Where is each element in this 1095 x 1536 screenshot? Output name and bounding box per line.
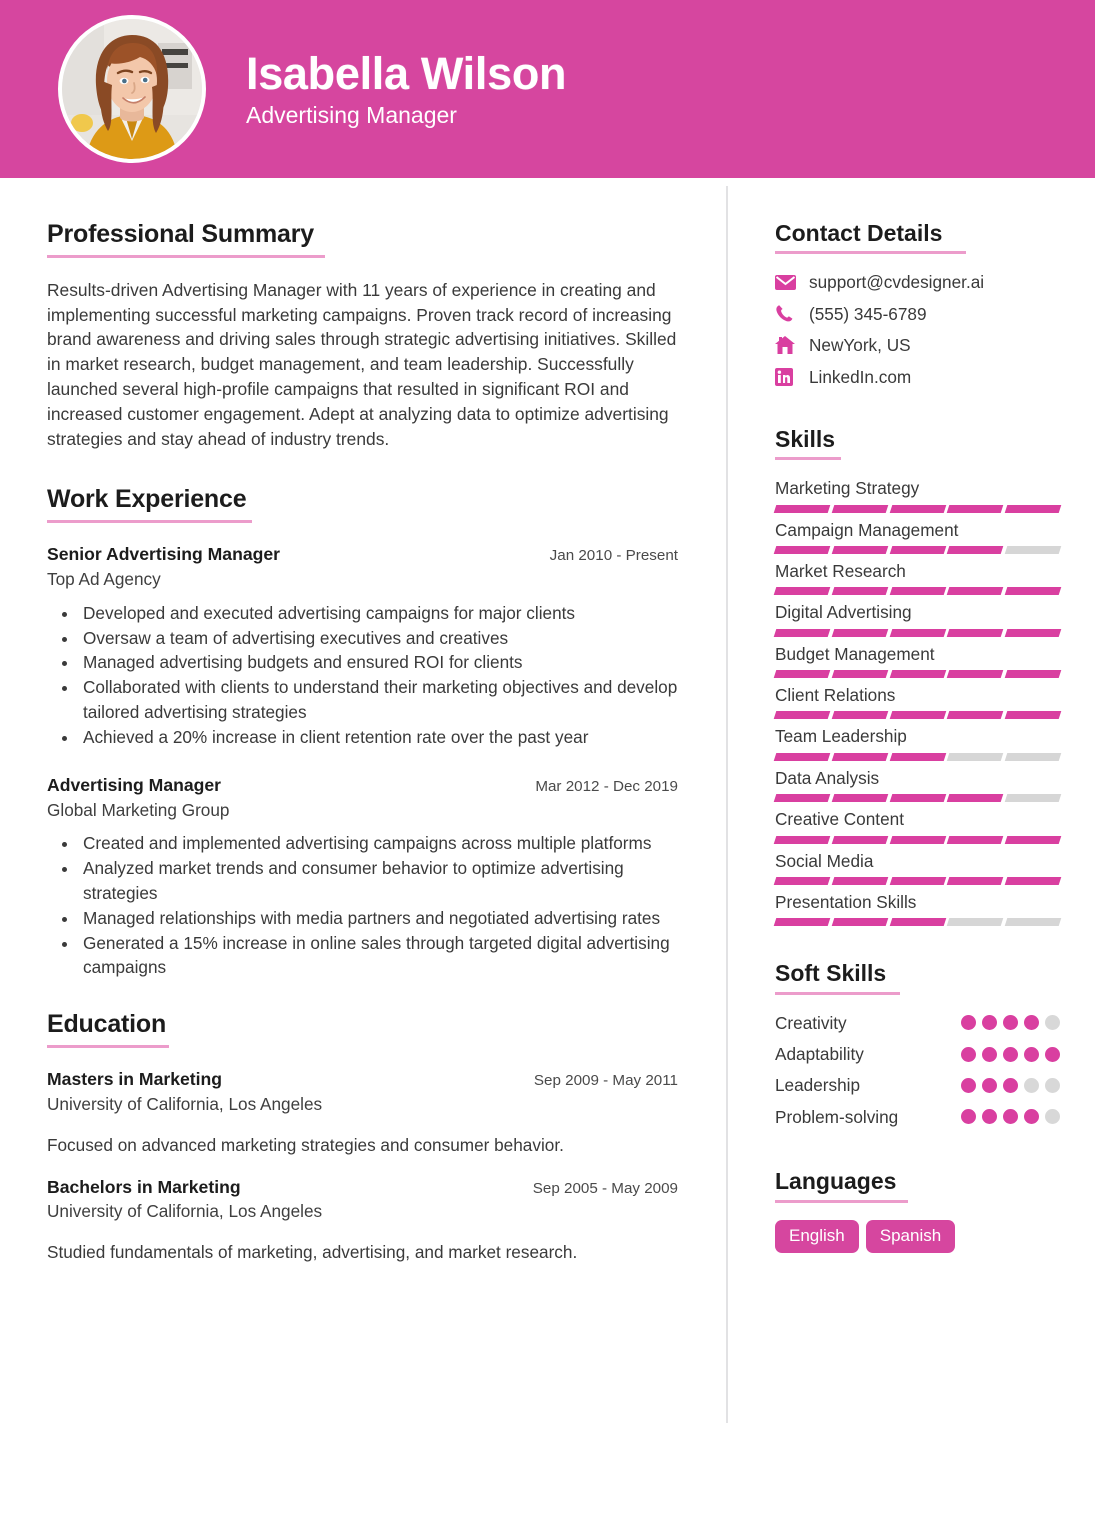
envelope-icon <box>775 273 797 292</box>
skill-level-segment <box>831 877 887 885</box>
soft-skill-rating-dots <box>961 1047 1060 1062</box>
skill-level-segment <box>1005 711 1061 719</box>
skill-level-bar <box>775 794 1060 802</box>
skill-item <box>775 891 1060 926</box>
skill-level-bar <box>775 877 1060 885</box>
skill-level-segment <box>889 877 945 885</box>
skill-level-segment <box>947 753 1003 761</box>
section-professional-summary <box>47 220 678 451</box>
section-heading-education: Education <box>47 1010 167 1039</box>
skill-level-bar <box>775 836 1060 844</box>
heading-underline <box>47 255 325 258</box>
education-entry-degree: Bachelors in Marketing <box>47 1176 241 1197</box>
resume-body <box>0 178 1095 1283</box>
header-text <box>246 47 567 129</box>
skill-level-segment <box>947 670 1003 678</box>
skill-level-segment <box>831 753 887 761</box>
heading-underline <box>775 457 841 460</box>
skill-level-segment <box>774 587 830 595</box>
contact-value: support@cvdesigner.ai <box>809 272 985 293</box>
skill-level-segment <box>774 918 830 926</box>
soft-skill-label: Creativity <box>775 1012 847 1033</box>
contact-value: NewYork, US <box>809 335 911 356</box>
skill-level-segment <box>947 505 1003 513</box>
list-item: • Oversaw a team of advertising executives and creatives <box>79 626 678 651</box>
contact-row[interactable] <box>775 303 1060 325</box>
skill-level-segment <box>947 794 1003 802</box>
list-item: • Achieved a 20% increase in client retention rate over the past year <box>79 725 678 750</box>
rating-dot <box>1003 1109 1018 1124</box>
soft-skill-row <box>775 1074 1060 1096</box>
work-entry-title: Advertising Manager <box>47 774 222 795</box>
rating-dot <box>1045 1015 1060 1030</box>
list-item: • Managed relationships with media partners and negotiated advertising rates <box>79 906 678 931</box>
education-entry-header <box>47 1176 678 1199</box>
skill-level-segment <box>1005 629 1061 637</box>
skill-label: Digital Advertising <box>775 602 912 623</box>
skill-level-segment <box>831 918 887 926</box>
language-tag-list <box>775 1220 1060 1254</box>
list-item: • Created and implemented advertising campaigns across multiple platforms <box>79 831 678 856</box>
soft-skill-rating-dots <box>961 1078 1060 1093</box>
skill-item <box>775 477 1060 512</box>
work-entry-title: Senior Advertising Manager <box>47 544 281 565</box>
skill-level-segment <box>889 794 945 802</box>
summary-text: Results-driven Advertising Manager with 11 years of experience in creating and implementing successful marketing campaigns. Proven track record of increasing brand awareness and driving sales through strategic advertising initiatives. Skilled in market research, budget management, and team leadership. Successfully launched several high-profile campaigns that resulted in significant ROI and increased customer engagement. Adept at analyzing data to optimize advertising strategies and stay ahead of industry trends. <box>47 279 677 449</box>
heading-underline <box>775 992 900 995</box>
rating-dot <box>1024 1078 1039 1093</box>
contact-row[interactable] <box>775 271 1060 293</box>
skill-level-segment <box>1005 877 1061 885</box>
rating-dot <box>982 1109 997 1124</box>
skill-item <box>775 519 1060 554</box>
list-item: • Generated a 15% increase in online sales through targeted digital advertising campaigns <box>79 931 678 981</box>
rating-dot <box>982 1015 997 1030</box>
rating-dot <box>1024 1109 1039 1124</box>
skill-level-segment <box>1005 670 1061 678</box>
job-title-subtitle: Advertising Manager <box>246 101 457 128</box>
skill-level-segment <box>889 711 945 719</box>
skill-level-bar <box>775 918 1060 926</box>
work-entry-dates: Mar 2012 - Dec 2019 <box>535 777 678 795</box>
soft-skill-row <box>775 1012 1060 1034</box>
list-item: • Collaborated with clients to understand their marketing objectives and develop tailored advertising strategies <box>79 675 678 725</box>
soft-skills-list <box>775 1012 1060 1128</box>
skill-label: Team Leadership <box>775 726 907 747</box>
skill-label: Campaign Management <box>775 519 959 540</box>
education-entry-description: Focused on advanced marketing strategies and consumer behavior. <box>47 1134 564 1155</box>
skill-level-segment <box>831 587 887 595</box>
education-entries-list <box>47 1068 678 1265</box>
language-tag: English <box>775 1220 859 1254</box>
skill-level-bar <box>775 587 1060 595</box>
education-entry-dates: Sep 2009 - May 2011 <box>533 1071 678 1089</box>
skill-label: Presentation Skills <box>775 891 917 912</box>
work-entry-bullets <box>47 831 678 980</box>
soft-skill-row <box>775 1043 1060 1065</box>
skill-item <box>775 808 1060 843</box>
skill-level-segment <box>889 546 945 554</box>
resume-header <box>0 0 1095 178</box>
home-icon <box>775 336 797 355</box>
skill-level-segment <box>947 546 1003 554</box>
rating-dot <box>961 1109 976 1124</box>
skill-level-segment <box>947 711 1003 719</box>
skill-label: Social Media <box>775 850 874 871</box>
soft-skill-rating-dots <box>961 1015 1060 1030</box>
skill-level-segment <box>889 505 945 513</box>
work-entry <box>47 774 678 981</box>
rating-dot <box>961 1078 976 1093</box>
education-entry-school: University of California, Los Angeles <box>47 1201 323 1222</box>
skill-item <box>775 684 1060 719</box>
soft-skill-row <box>775 1106 1060 1128</box>
education-entry-description: Studied fundamentals of marketing, advertising, and market research. <box>47 1242 578 1263</box>
heading-underline <box>47 1045 169 1048</box>
rating-dot <box>1045 1109 1060 1124</box>
section-heading-work: Work Experience <box>47 485 247 514</box>
skill-level-segment <box>774 629 830 637</box>
skill-level-segment <box>774 836 830 844</box>
skill-level-segment <box>831 629 887 637</box>
skill-level-segment <box>947 836 1003 844</box>
work-entry-header <box>47 543 678 566</box>
skill-label: Market Research <box>775 561 906 582</box>
skill-level-segment <box>774 877 830 885</box>
skill-level-segment <box>831 836 887 844</box>
list-item: • Managed advertising budgets and ensured ROI for clients <box>79 650 678 675</box>
skill-level-segment <box>1005 546 1061 554</box>
heading-underline <box>775 1200 908 1203</box>
work-entry-dates: Jan 2010 - Present <box>549 547 678 565</box>
skill-level-segment <box>831 505 887 513</box>
contact-value: (555) 345-6789 <box>809 303 927 324</box>
heading-underline <box>47 520 252 523</box>
heading-underline <box>775 251 966 254</box>
skill-level-segment <box>947 629 1003 637</box>
education-entry-header <box>47 1068 678 1091</box>
rating-dot <box>1024 1015 1039 1030</box>
section-skills <box>775 426 1060 926</box>
section-heading-skills: Skills <box>775 425 836 452</box>
skill-item <box>775 725 1060 760</box>
work-entry-bullets <box>47 601 678 750</box>
skill-level-segment <box>1005 587 1061 595</box>
work-entry-company: Global Marketing Group <box>47 799 230 820</box>
work-entry-company: Top Ad Agency <box>47 568 161 589</box>
soft-skill-rating-dots <box>961 1109 1060 1124</box>
section-heading-soft-skills: Soft Skills <box>775 960 887 987</box>
skill-label: Marketing Strategy <box>775 478 920 499</box>
soft-skill-label: Problem-solving <box>775 1106 899 1127</box>
section-heading-contact: Contact Details <box>775 220 943 246</box>
skill-level-segment <box>774 670 830 678</box>
skill-level-segment <box>1005 918 1061 926</box>
section-soft-skills <box>775 960 1060 1128</box>
skill-level-segment <box>1005 753 1061 761</box>
rating-dot <box>1003 1047 1018 1062</box>
contact-row[interactable] <box>775 334 1060 356</box>
skill-level-segment <box>889 587 945 595</box>
rating-dot <box>1045 1047 1060 1062</box>
section-heading-languages: Languages <box>775 1168 897 1195</box>
skill-level-bar <box>775 753 1060 761</box>
skill-level-segment <box>831 670 887 678</box>
main-column <box>0 178 726 1283</box>
skill-level-segment <box>889 836 945 844</box>
soft-skill-label: Adaptability <box>775 1044 864 1065</box>
rating-dot <box>1003 1078 1018 1093</box>
skill-item <box>775 643 1060 678</box>
page-title: Isabella Wilson <box>246 47 567 99</box>
skill-level-segment <box>831 794 887 802</box>
rating-dot <box>1003 1015 1018 1030</box>
rating-dot <box>961 1015 976 1030</box>
section-contact-details <box>775 220 1060 388</box>
skill-level-segment <box>889 753 945 761</box>
skill-label: Budget Management <box>775 643 935 664</box>
skill-label: Client Relations <box>775 685 896 706</box>
skill-level-segment <box>947 587 1003 595</box>
skill-level-segment <box>947 918 1003 926</box>
skill-item <box>775 560 1060 595</box>
education-entry <box>47 1176 678 1266</box>
rating-dot <box>961 1047 976 1062</box>
linkedin-icon <box>775 367 797 386</box>
sidebar-column <box>726 178 1095 1253</box>
skill-level-segment <box>831 711 887 719</box>
skill-label: Creative Content <box>775 809 904 830</box>
skill-level-segment <box>774 546 830 554</box>
skill-level-segment <box>889 918 945 926</box>
skill-level-segment <box>774 794 830 802</box>
rating-dot <box>1024 1047 1039 1062</box>
skill-level-bar <box>775 670 1060 678</box>
skill-level-segment <box>831 546 887 554</box>
soft-skill-label: Leadership <box>775 1075 861 1096</box>
skill-level-segment <box>889 629 945 637</box>
section-work-experience <box>47 485 678 980</box>
skill-level-bar <box>775 711 1060 719</box>
contact-row[interactable] <box>775 366 1060 388</box>
skill-level-bar <box>775 629 1060 637</box>
phone-icon <box>775 304 797 323</box>
skill-item <box>775 850 1060 885</box>
work-entry-header <box>47 774 678 797</box>
work-entries-list <box>47 543 678 980</box>
contact-value: LinkedIn.com <box>809 366 912 387</box>
contact-list <box>775 271 1060 387</box>
list-item: • Developed and executed advertising campaigns for major clients <box>79 601 678 626</box>
skill-level-segment <box>1005 505 1061 513</box>
skill-level-segment <box>774 505 830 513</box>
section-education <box>47 1010 678 1265</box>
skill-item <box>775 601 1060 636</box>
rating-dot <box>982 1047 997 1062</box>
skill-level-segment <box>1005 794 1061 802</box>
education-entry-school: University of California, Los Angeles <box>47 1093 323 1114</box>
section-languages <box>775 1168 1060 1253</box>
skill-level-segment <box>774 753 830 761</box>
skills-list <box>775 477 1060 926</box>
profile-photo-icon <box>62 19 202 159</box>
skill-level-segment <box>774 711 830 719</box>
section-heading-summary: Professional Summary <box>47 220 314 248</box>
skill-level-bar <box>775 505 1060 513</box>
skill-level-segment <box>947 877 1003 885</box>
list-item: • Analyzed market trends and consumer behavior to optimize advertising strategies <box>79 856 678 906</box>
skill-item <box>775 767 1060 802</box>
avatar <box>58 15 206 163</box>
skill-label: Data Analysis <box>775 767 880 788</box>
rating-dot <box>1045 1078 1060 1093</box>
work-entry <box>47 543 678 750</box>
column-divider <box>726 186 728 1423</box>
skill-level-segment <box>1005 836 1061 844</box>
rating-dot <box>982 1078 997 1093</box>
education-entry-dates: Sep 2005 - May 2009 <box>532 1179 678 1197</box>
education-entry-degree: Masters in Marketing <box>47 1068 223 1089</box>
skill-level-segment <box>889 670 945 678</box>
education-entry <box>47 1068 678 1158</box>
language-tag: Spanish <box>866 1220 955 1254</box>
skill-level-bar <box>775 546 1060 554</box>
